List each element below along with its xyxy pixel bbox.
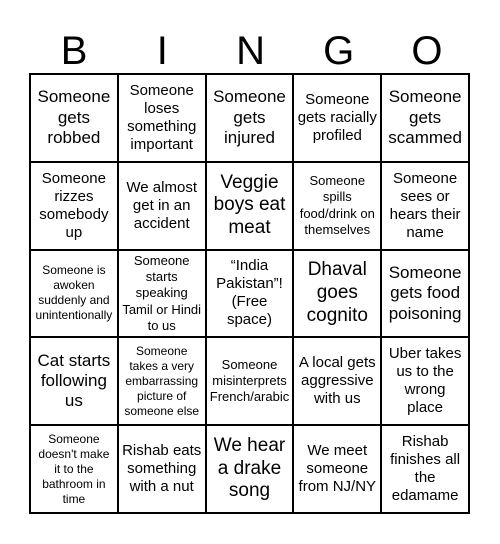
bingo-cell[interactable]: Someone loses something important [118,74,206,162]
bingo-cell[interactable]: Cat starts following us [30,337,118,425]
bingo-cell[interactable]: Dhaval goes cognito [293,250,381,338]
bingo-cell[interactable]: Rishab finishes all the edamame [381,425,469,513]
header-letter-b: B [60,29,88,73]
bingo-cell[interactable]: Someone takes a very embarrassing picture of someone else [118,337,206,425]
header-letter-n: N [236,29,265,73]
bingo-cell[interactable]: Rishab eats something with a nut [118,425,206,513]
bingo-cell[interactable]: Someone doesn't make it to the bathroom in time [30,425,118,513]
bingo-grid [29,73,470,514]
bingo-cell[interactable]: Someone gets racially profiled [293,74,381,162]
bingo-cell[interactable]: Uber takes us to the wrong place [381,337,469,425]
bingo-cell[interactable]: Someone gets scammed [381,74,469,162]
header-letter-o: O [411,29,443,73]
bingo-cell[interactable]: Someone sees or hears their name [381,162,469,250]
bingo-cell[interactable]: Someone starts speaking Tamil or Hindi to us [118,250,206,338]
bingo-cell[interactable]: We hear a drake song [206,425,294,513]
header-letter-g: G [323,29,355,73]
bingo-cell[interactable]: Someone spills food/drink on themselves [293,162,381,250]
bingo-cell[interactable]: Someone is awoken suddenly and unintentionally [30,250,118,338]
bingo-cell[interactable]: Someone gets food poisoning [381,250,469,338]
bingo-cell[interactable]: Veggie boys eat meat [206,162,294,250]
bingo-header [30,28,471,74]
bingo-cell[interactable]: A local gets aggressive with us [293,337,381,425]
bingo-cell[interactable]: Someone misinterprets French/arabic [206,337,294,425]
bingo-cell[interactable]: Someone gets robbed [30,74,118,162]
bingo-cell[interactable]: We almost get in an accident [118,162,206,250]
bingo-cell[interactable]: Someone gets injured [206,74,294,162]
bingo-free-space[interactable]: “India Pakistan”! (Free space) [206,250,294,338]
header-letter-i: I [156,29,168,73]
bingo-cell[interactable]: Someone rizzes somebody up [30,162,118,250]
bingo-cell[interactable]: We meet someone from NJ/NY [293,425,381,513]
